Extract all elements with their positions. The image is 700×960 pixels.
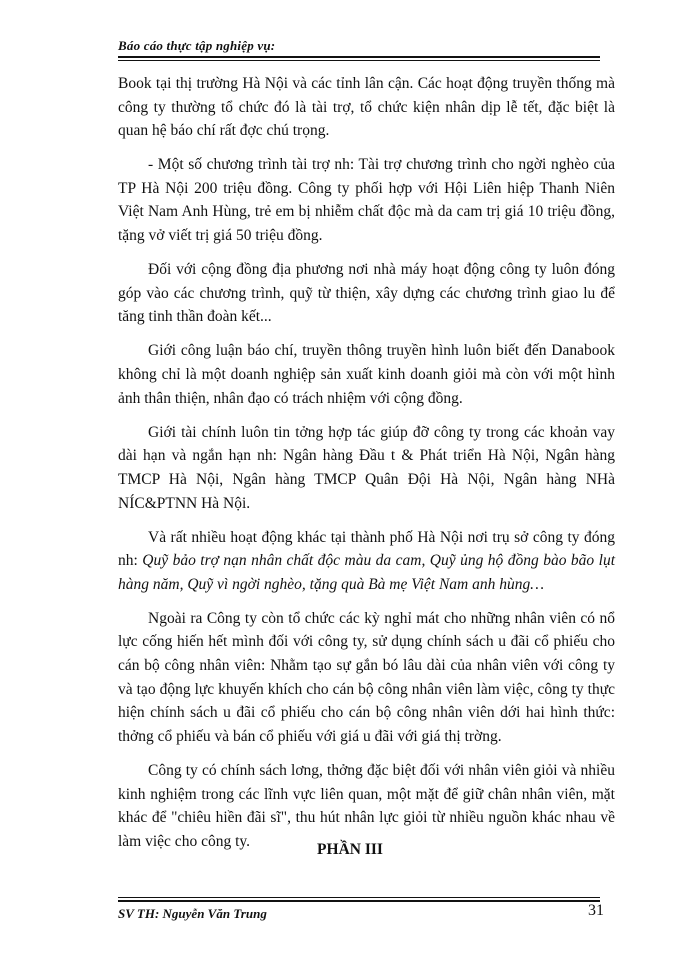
activities-lead: Và rất nhiều hoạt động khác tại thành phố Hà Nội nơi trụ sở công ty đóng nh: [118, 528, 615, 570]
paragraph: Giới tài chính luôn tin tởng hợp tác giúp đỡ công ty trong các khoản vay dài hạn và ngắn hạn nh: Ngân hàng Đầu t & Phát triển Hà Nội, Ngân hàng TMCP Hà Nội, Ngân hàng TMCP Quân Đội Hà Nội, Ngân hàng NHà NÍC&PTNN Hà Nội. [118, 423, 615, 512]
paragraph: Công ty có chính sách lơng, thởng đặc biệt đối với nhân viên giỏi và nhiều kinh nghiệm trong các lĩnh vực liên quan, một mặt để giữ chân nhân viên, mặt khác để "chiêu hiền đãi sĩ", thu hút nhân lực giỏi từ nhiều nguồn khác nhau về làm việc cho công ty. [118, 761, 615, 850]
activities-list: Quỹ bảo trợ nạn nhân chất độc màu da cam, Quỹ ủng hộ đồng bào bão lụt hàng năm, Quỹ vì ngời nghèo, tặng quà Bà mẹ Việt Nam anh hùng… [118, 552, 616, 593]
page-number: 31 [588, 902, 604, 919]
paragraph: Book tại thị trường Hà Nội và các tỉnh lân cận. Các hoạt động truyền thống mà công ty thường tổ chức đó là tài trợ, tổ chức kiện nhân dịp lễ tết, đặc biệt là quan hệ báo chí rất đợc chú trọng. [118, 75, 615, 140]
document-body [118, 72, 615, 864]
footer-rule [118, 900, 600, 902]
paragraph: - Một số chương trình tài trợ nh: Tài trợ chương trình cho ngời nghèo của TP Hà Nội 200 triệu đồng. Công ty phối hợp với Hội Liên hiệp Thanh Niên Việt Nam Anh Hùng, trẻ em bị nhiễm chất độc mà da cam trị giá 10 triệu đồng, tặng vở viết trị giá 50 triệu đồng. [118, 156, 615, 245]
paragraph: Giới công luận báo chí, truyền thông truyền hình luôn biết đến Danabook không chỉ là một doanh nghiệp sản xuất kinh doanh giỏi mà còn với một hình ảnh thân thiện, nhân đạo có trách nhiệm với cộng đồng. [118, 342, 615, 407]
footer-rule-thin [118, 897, 600, 898]
paragraph: Ngoài ra Công ty còn tổ chức các kỳ nghỉ mát cho những nhân viên có nổ lực cống hiến hết mình đối với công ty, sử dụng chính sách u đãi cổ phiếu cho cán bộ công nhân viên: Nhằm tạo sự gắn bó lâu dài của nhân viên với công ty và tạo động lực khuyến khích cho cán bộ công nhân viên làm việc, công ty thực hiện chính sách u đãi cổ phiếu cho cán bộ công nhân viên dới hai hình thức: thởng cổ phiếu và bán cổ phiếu với giá u đãi với giá thị trờng. [118, 609, 615, 745]
footer-author: SV TH: Nguyễn Văn Trung [118, 906, 267, 921]
header-rule-thin [118, 60, 600, 61]
header-title: Báo cáo thực tập nghiệp vụ: [118, 38, 276, 53]
paragraph: Đối với cộng đồng địa phương nơi nhà máy hoạt động công ty luôn đóng góp vào các chương trình, quỹ từ thiện, xây dựng các chương trình giao lu để tăng tinh thần đoàn kết... [118, 261, 615, 326]
header-rule [118, 56, 600, 58]
section-title: PHẦN III [317, 841, 383, 858]
activities-paragraph [118, 526, 615, 597]
